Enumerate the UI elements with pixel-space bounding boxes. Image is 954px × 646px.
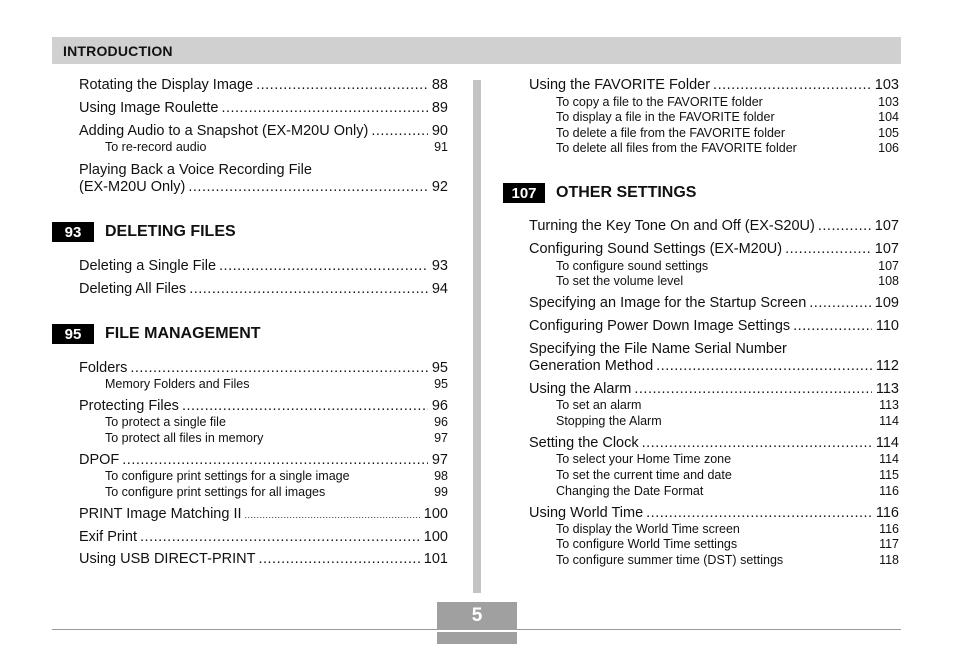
toc-subentry[interactable]: Memory Folders and Files 95	[105, 377, 448, 391]
toc-subentry[interactable]: To protect all files in memory 97	[105, 431, 448, 445]
toc-entry[interactable]: Adding Audio to a Snapshot (EX-M20U Only) ..... 90	[79, 123, 448, 141]
toc-subentry[interactable]: To select your Home Time zone 114	[556, 452, 899, 466]
column-divider	[473, 80, 481, 593]
toc-entry[interactable]: Configuring Sound Settings (EX-M20U) ..... 107	[529, 241, 899, 259]
toc-entry[interactable]: Playing Back a Voice Recording File	[79, 162, 312, 178]
toc-subentry[interactable]: To delete a file from the FAVORITE folder 105	[556, 126, 899, 140]
toc-entry[interactable]: Turning the Key Tone On and Off (EX-S20U) ..... 107	[529, 218, 899, 236]
toc-entry[interactable]: Protecting Files ..... 96	[79, 398, 448, 416]
toc-entry[interactable]: Specifying the File Name Serial Number	[529, 341, 787, 357]
section-number-badge: 93	[52, 222, 94, 242]
page-number-box	[437, 602, 517, 644]
page-number: 5	[437, 602, 517, 630]
toc-entry[interactable]: Rotating the Display Image ..... 88	[79, 77, 448, 95]
toc-entry[interactable]: Using USB DIRECT-PRINT ..... 101	[79, 551, 448, 569]
section-number-badge: 95	[52, 324, 94, 344]
toc-subentry[interactable]: To configure World Time settings 117	[556, 537, 899, 551]
toc-entry[interactable]: (EX-M20U Only) ..... 92	[79, 179, 448, 197]
section-title: DELETING FILES	[105, 223, 236, 240]
toc-entry[interactable]: Deleting All Files ..... 94	[79, 281, 448, 299]
toc-entry[interactable]: Setting the Clock ..... 114	[529, 435, 899, 453]
toc-entry[interactable]: Using Image Roulette ..... 89	[79, 100, 448, 118]
toc-entry[interactable]: PRINT Image Matching II ..... 100	[79, 506, 448, 524]
toc-subentry[interactable]: Stopping the Alarm 114	[556, 414, 899, 428]
toc-entry[interactable]: Using the Alarm ..... 113	[529, 381, 899, 399]
toc-subentry[interactable]: To display the World Time screen 116	[556, 522, 899, 536]
section-header-bar	[52, 37, 901, 64]
toc-entry[interactable]: Folders ..... 95	[79, 360, 448, 378]
toc-entry[interactable]: Exif Print ..... 100	[79, 529, 448, 547]
toc-subentry[interactable]: To set the current time and date 115	[556, 468, 899, 482]
toc-subentry[interactable]: To set the volume level 108	[556, 274, 899, 288]
section-number-badge: 107	[503, 183, 545, 203]
toc-entry[interactable]: Deleting a Single File ..... 93	[79, 258, 448, 276]
toc-subentry[interactable]: To re-record audio 91	[105, 140, 448, 154]
page-number-tab	[437, 632, 517, 644]
toc-entry[interactable]: Using World Time ..... 116	[529, 505, 899, 523]
toc-subentry[interactable]: To set an alarm 113	[556, 398, 899, 412]
toc-subentry[interactable]: To configure print settings for a single image 98	[105, 469, 448, 483]
section-title: FILE MANAGEMENT	[105, 325, 261, 342]
toc-subentry[interactable]: To configure summer time (DST) settings 118	[556, 553, 899, 567]
toc-entry[interactable]: Generation Method ..... 112	[529, 358, 899, 376]
toc-entry[interactable]: Configuring Power Down Image Settings ..... 110	[529, 318, 899, 336]
toc-subentry[interactable]: To delete all files from the FAVORITE folder 106	[556, 141, 899, 155]
toc-subentry[interactable]: To configure print settings for all images 99	[105, 485, 448, 499]
toc-entry[interactable]: Specifying an Image for the Startup Screen ..... 109	[529, 295, 899, 313]
toc-subentry[interactable]: Changing the Date Format 116	[556, 484, 899, 498]
toc-entry[interactable]: Using the FAVORITE Folder ..... 103	[529, 77, 899, 95]
toc-subentry[interactable]: To display a file in the FAVORITE folder 104	[556, 110, 899, 124]
toc-subentry[interactable]: To protect a single file 96	[105, 415, 448, 429]
toc-entry[interactable]: DPOF ..... 97	[79, 452, 448, 470]
toc-subentry[interactable]: To copy a file to the FAVORITE folder 103	[556, 95, 899, 109]
section-title: OTHER SETTINGS	[556, 184, 697, 201]
toc-subentry[interactable]: To configure sound settings 107	[556, 259, 899, 273]
section-header-title: INTRODUCTION	[63, 43, 173, 59]
